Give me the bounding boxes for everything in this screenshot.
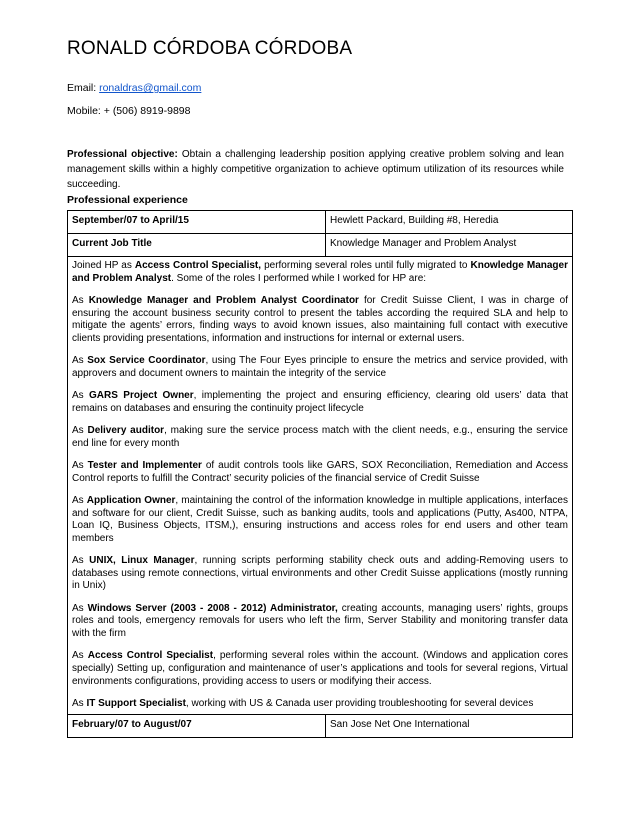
paragraph-text: As xyxy=(72,602,88,614)
job-1-paragraph xyxy=(72,650,568,688)
role-highlight: Sox Service Coordinator xyxy=(87,355,206,367)
job-1-paragraph xyxy=(72,603,568,641)
job-1-dates: September/07 to April/15 xyxy=(68,211,326,234)
paragraph-text: performing several roles until fully migrated to xyxy=(261,260,471,271)
objective-label: Professional objective: xyxy=(67,149,178,160)
job-2-dates: February/07 to August/07 xyxy=(68,714,326,737)
paragraph-text: As xyxy=(72,390,90,402)
section-title-experience: Professional experience xyxy=(67,194,188,206)
job-1-paragraph xyxy=(72,555,568,593)
paragraph-text: As xyxy=(72,294,89,306)
paragraph-text: As xyxy=(72,460,88,472)
job-2-company: San Jose Net One International xyxy=(326,714,573,737)
role-highlight: Knowledge Manager and Problem Analyst xyxy=(72,260,568,284)
job-1-paragraph xyxy=(72,295,568,345)
role-highlight: UNIX, Linux Manager xyxy=(89,555,195,567)
job-1-paragraph xyxy=(72,425,568,450)
paragraph-text: As xyxy=(72,355,88,367)
paragraph-text: As xyxy=(72,495,87,507)
job-1-title-value: Knowledge Manager and Problem Analyst xyxy=(326,234,573,257)
paragraph-text: As xyxy=(72,555,90,567)
paragraph-text: As xyxy=(72,425,88,437)
job-1-paragraph xyxy=(72,698,568,711)
role-highlight: Delivery auditor xyxy=(87,425,165,437)
professional-objective xyxy=(67,147,564,193)
role-highlight: Access Control Specialist, xyxy=(134,260,262,271)
job-1-company: Hewlett Packard, Building #8, Heredia xyxy=(326,211,573,234)
paragraph-text: , running scripts performing stability check outs and adding-Removing users to databases using remote connections, virtual environments and other Credit Suisse applications (mostly running in Unix) xyxy=(72,555,569,592)
email-label: Email: xyxy=(67,82,100,94)
job-1-paragraph xyxy=(72,460,568,485)
role-highlight: Knowledge Manager and Problem Analyst Coordinator xyxy=(88,294,359,306)
job-1-description-row xyxy=(68,257,573,715)
role-highlight: Application Owner xyxy=(86,495,176,507)
objective-text: Obtain a challenging leadership position applying creative problem solving and lean management skills within a highly competitive organization to achieve optimum utilization of its resources while succeeding. xyxy=(67,149,564,191)
paragraph-text: , using The Four Eyes principle to ensure the metrics and service provided, with approvers and document owners to maintain the integrity of the service xyxy=(72,355,568,379)
job-1-description xyxy=(68,257,573,715)
paragraph-text: As xyxy=(72,698,87,709)
role-highlight: IT Support Specialist xyxy=(86,698,186,709)
paragraph-text: , performing several roles within the account. (Windows and application cores specially) Setting up, configuration and maintenance of user’s applications and tools for several regions, Virtual environments configurations, providing access to users or modifying their access. xyxy=(72,650,569,687)
paragraph-text: creating accounts, managing users’ rights, groups roles and tools, emergency removals for users who left the firm, Server Stability and monitoring transfer data with the firm xyxy=(72,602,568,640)
mobile-line: Mobile: + (506) 8919-9898 xyxy=(67,105,191,117)
candidate-name: RONALD CÓRDOBA CÓRDOBA xyxy=(67,38,353,59)
job-1-paragraph xyxy=(72,355,568,380)
role-highlight: Tester and Implementer xyxy=(87,460,202,472)
email-line xyxy=(67,82,201,94)
role-highlight: Access Control Specialist xyxy=(87,650,214,662)
paragraph-text: , maintaining the control of the information knowledge in multiple applications, interfaces and software for our client, Credit Suisse, such as banking audits, tools and applications (Putty, As400, NTPA, Loan IQ, Business Objects, ITSM,), ensuring instructions and access roles for end users and other team members xyxy=(72,495,568,544)
paragraph-text: . Some of the roles I performed while I worked for HP are: xyxy=(171,272,427,284)
job-1-header-row xyxy=(68,211,573,234)
job-1-paragraph xyxy=(72,260,568,285)
paragraph-text: , making sure the service process match with the client needs, e.g., ensuring the service end line for every month xyxy=(72,425,568,449)
job-1-title-row xyxy=(68,234,573,257)
experience-table xyxy=(67,210,573,738)
job-1-paragraph xyxy=(72,495,568,545)
paragraph-text: for Credit Suisse Client, I was in charge of ensuring the account business security control to present the tables according the required SLA and help to mitigate the agents’ errors, finding ways to avoid known issues, also maintaining full contact with executive clients providing presentations, information and instructions for internal or external users. xyxy=(72,294,568,344)
paragraph-text: of audit controls tools like GARS, SOX Reconciliation, Remediation and Access Control reports to fulfill the Contract’ security policies of the financial service of Credit Suisse xyxy=(72,460,568,484)
paragraph-text: As xyxy=(72,650,88,662)
job-2-header-row xyxy=(68,714,573,737)
paragraph-text: Joined HP as xyxy=(72,260,135,271)
job-1-title-label: Current Job Title xyxy=(68,234,326,257)
email-link[interactable]: ronaldras@gmail.com xyxy=(99,82,202,94)
job-1-paragraph xyxy=(72,390,568,415)
role-highlight: GARS Project Owner xyxy=(89,390,194,402)
paragraph-text: , implementing the project and ensuring efficiency, clearing old users’ data that remains on databases and ensuring the continuity project lifecycle xyxy=(72,390,569,414)
role-highlight: Windows Server (2003 - 2008 - 2012) Administrator, xyxy=(87,602,338,614)
paragraph-text: , working with US & Canada user providing troubleshooting for several devices xyxy=(185,698,534,709)
